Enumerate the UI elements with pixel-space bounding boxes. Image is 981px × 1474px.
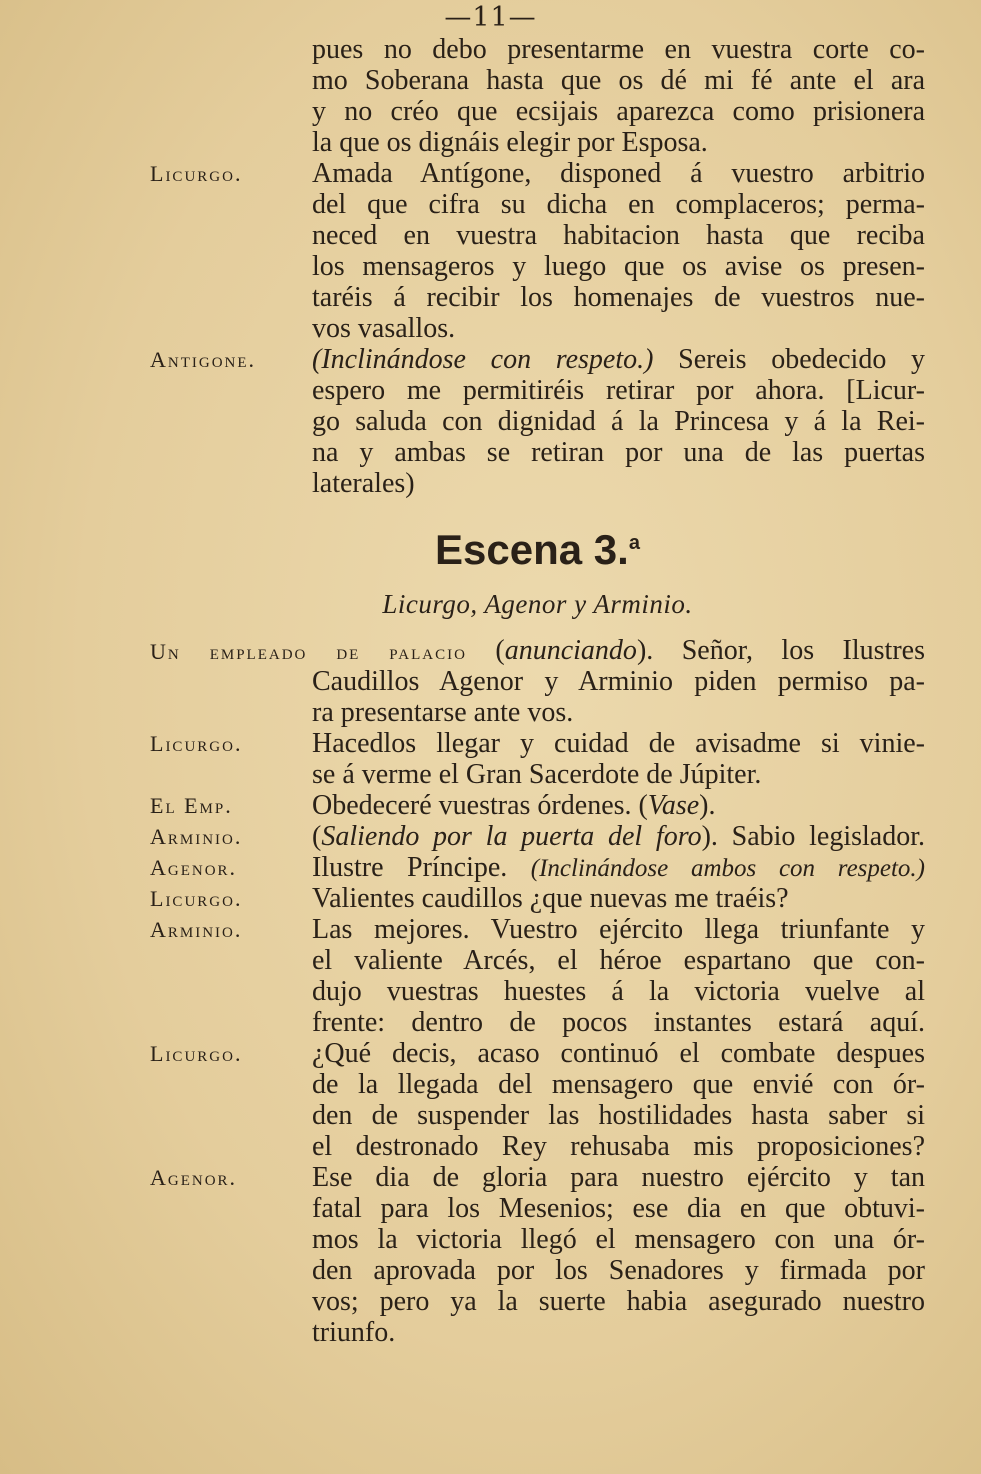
text-line: fatal para los Mesenios; ese dia en que obtuvi- — [312, 1193, 925, 1224]
text-line: Hacedlos llegar y cuidad de avisadme si vinie- — [312, 728, 925, 759]
stage-direction: (Inclinándose con respeto.) — [312, 344, 654, 375]
text-line: ra presentarse ante vos. — [312, 697, 574, 728]
stage-direction: Vase — [647, 790, 700, 821]
stage-direction: (Inclinándose ambos con respeto.) — [530, 855, 926, 882]
text-line: na y ambas se retiran por una de las puertas — [312, 437, 925, 468]
dialogue-text: ). Sabio legislador. — [701, 821, 926, 852]
text-line: go saluda con dignidad á la Princesa y á la Rei- — [312, 406, 925, 437]
speaker-name: Licurgo. — [150, 161, 243, 186]
text-line — [312, 852, 925, 884]
speaker-name: Antigone. — [150, 347, 257, 372]
speaker-name: Agenor. — [150, 1165, 238, 1190]
dialogue-text: Ilustre Príncipe. — [312, 852, 531, 883]
text-line: taréis á recibir los homenajes de vuestros nue- — [312, 282, 925, 313]
speaker-name: Licurgo. — [150, 886, 243, 911]
scene-title: Escena 3. — [435, 526, 629, 573]
text-line: mo Soberana hasta que os dé mi fé ante el ara — [312, 65, 925, 96]
speaker-name: Arminio. — [150, 917, 243, 942]
stage-close: ). — [636, 635, 654, 666]
dialogue-text: Señor, los Ilustres — [653, 635, 925, 666]
text-line: de la llegada del mensagero que envié con ór- — [312, 1069, 925, 1100]
scene-characters: Licurgo, Agenor y Arminio. — [382, 589, 693, 619]
text-line: vos vasallos. — [312, 313, 456, 344]
speaker-name: El Emp. — [150, 793, 233, 818]
scene-title-superscript: a — [628, 532, 640, 554]
stage-open: ( — [466, 635, 505, 666]
dialogue-text: Sereis obedecido y — [653, 344, 925, 375]
speaker-name: Licurgo. — [150, 731, 243, 756]
text-line: la que os dignáis elegir por Esposa. — [312, 127, 708, 158]
text-line: Amada Antígone, disponed á vuestro arbitrio — [312, 158, 925, 189]
speaker-name: Arminio. — [150, 824, 243, 849]
text-line: vos; pero ya la suerte habia asegurado nuestro — [312, 1286, 925, 1317]
speaker-name: Licurgo. — [150, 1041, 243, 1066]
dialogue-text: Obedeceré vuestras órdenes. ( — [312, 790, 648, 821]
page-number: —11— — [444, 2, 537, 33]
stage-close: ). — [699, 790, 716, 821]
text-line: espero me permitiréis retirar por ahora. [Licur- — [312, 375, 925, 406]
stage-direction: Saliendo por la puerta del foro — [321, 821, 702, 852]
text-line: el valiente Arcés, el héroe espartano que con- — [312, 945, 925, 976]
text-line: del que cifra su dicha en complaceros; perma- — [312, 189, 925, 220]
text-line: Ese dia de gloria para nuestro ejército y tan — [312, 1162, 925, 1193]
text-line — [150, 635, 925, 667]
text-line: neced en vuestra habitacion hasta que reciba — [312, 220, 925, 251]
speaker-name: Un empleado de palacio — [150, 639, 467, 664]
text-line: dujo vuestras huestes á la victoria vuelve al — [312, 976, 925, 1007]
text-line: ¿Qué decis, acaso continuó el combate despues — [312, 1038, 925, 1069]
text-line: el destronado Rey rehusaba mis proposiciones? — [312, 1131, 925, 1162]
text-line: laterales) — [312, 468, 415, 499]
text-line: se á verme el Gran Sacerdote de Júpiter. — [312, 759, 762, 790]
text-line: den aprovada por los Senadores y firmada por — [312, 1255, 925, 1286]
text-line — [312, 790, 925, 821]
text-line: pues no debo presentarme en vuestra corte co- — [312, 34, 925, 65]
text-line: mos la victoria llegó el mensagero con una ór- — [312, 1224, 925, 1255]
speaker-name: Agenor. — [150, 855, 238, 880]
stage-open: ( — [312, 821, 322, 852]
text-line — [312, 344, 925, 375]
text-line: frente: dentro de pocos instantes estará aquí. — [312, 1007, 925, 1038]
text-line: triunfo. — [312, 1317, 396, 1348]
text-line: y no créo que ecsijais aparezca como prisionera — [312, 96, 925, 127]
text-line: los mensageros y luego que os avise os presen- — [312, 251, 925, 282]
text-line: Valientes caudillos ¿que nuevas me traéis? — [312, 883, 789, 914]
page-text — [150, 34, 925, 1348]
text-line: Caudillos Agenor y Arminio piden permiso pa- — [312, 666, 925, 697]
scene-heading — [150, 507, 925, 579]
stage-direction: anunciando — [504, 635, 637, 666]
text-line: den de suspender las hostilidades hasta saber si — [312, 1100, 925, 1131]
text-line — [312, 821, 925, 852]
text-line: Las mejores. Vuestro ejército llega triunfante y — [312, 914, 925, 945]
